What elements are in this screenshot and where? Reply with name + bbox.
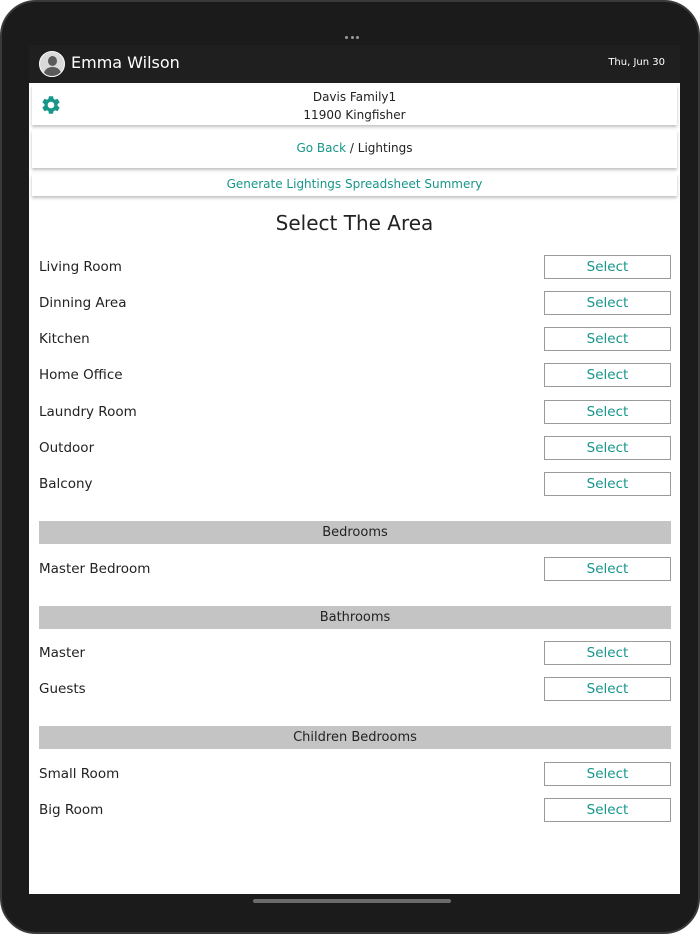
- select-living-room-button[interactable]: Select: [544, 255, 671, 279]
- user-name: Emma Wilson: [71, 53, 180, 72]
- area-label: Master Bedroom: [39, 561, 151, 577]
- select-master-bath-button[interactable]: Select: [544, 641, 671, 665]
- area-row-balcony: [39, 472, 671, 496]
- area-label: Outdoor: [39, 440, 95, 456]
- section-header-bathrooms: Bathrooms: [39, 606, 671, 629]
- select-dinning-area-button[interactable]: Select: [544, 291, 671, 315]
- family-info: [32, 88, 677, 124]
- camera-dots: [345, 36, 359, 40]
- select-laundry-room-button[interactable]: Select: [544, 400, 671, 424]
- date-label: Thu, Jun 30: [608, 57, 665, 68]
- breadcrumb-separator: /: [349, 141, 354, 155]
- select-outdoor-button[interactable]: Select: [544, 436, 671, 460]
- breadcrumb-line: [32, 141, 677, 155]
- area-row-laundry-room: [39, 400, 671, 424]
- area-row-dinning-area: [39, 291, 671, 315]
- area-label: Balcony: [39, 476, 93, 492]
- area-row-home-office: [39, 363, 671, 387]
- select-guests-button[interactable]: Select: [544, 677, 671, 701]
- select-big-room-button[interactable]: Select: [544, 798, 671, 822]
- area-label: Laundry Room: [39, 404, 137, 420]
- page-title: Select The Area: [275, 211, 434, 235]
- top-bar: [29, 45, 680, 83]
- select-kitchen-button[interactable]: Select: [544, 327, 671, 351]
- area-label: Home Office: [39, 367, 123, 383]
- avatar[interactable]: [39, 51, 65, 77]
- app-screen: [29, 45, 680, 894]
- area-row-living-room: [39, 255, 671, 279]
- area-row-master-bedroom: [39, 557, 671, 581]
- summary-bar: [32, 174, 677, 196]
- family-name: Davis Family1: [312, 90, 397, 104]
- section-header-children-bedrooms: Children Bedrooms: [39, 726, 671, 749]
- select-balcony-button[interactable]: Select: [544, 472, 671, 496]
- area-row-small-room: [39, 762, 671, 786]
- area-row-guests: [39, 677, 671, 701]
- area-row-big-room: [39, 798, 671, 822]
- family-address: 11900 Kingfisher: [303, 108, 406, 122]
- area-label: Kitchen: [39, 331, 90, 347]
- home-indicator[interactable]: [253, 899, 451, 903]
- area-label: Master: [39, 645, 86, 661]
- area-row-kitchen: [39, 327, 671, 351]
- area-label: Big Room: [39, 802, 104, 818]
- select-home-office-button[interactable]: Select: [544, 363, 671, 387]
- breadcrumb: [32, 130, 677, 168]
- section-header-bedrooms: Bedrooms: [39, 521, 671, 544]
- select-small-room-button[interactable]: Select: [544, 762, 671, 786]
- generate-summary-link[interactable]: Generate Lightings Spreadsheet Summery: [226, 177, 483, 191]
- area-label: Small Room: [39, 766, 120, 782]
- area-label: Living Room: [39, 259, 122, 275]
- area-label: Dinning Area: [39, 295, 127, 311]
- family-header: [32, 85, 677, 125]
- area-label: Guests: [39, 681, 86, 697]
- select-master-bedroom-button[interactable]: Select: [544, 557, 671, 581]
- area-row-master-bath: [39, 641, 671, 665]
- area-row-outdoor: [39, 436, 671, 460]
- breadcrumb-current: Lightings: [357, 141, 413, 155]
- go-back-link[interactable]: Go Back: [296, 141, 347, 155]
